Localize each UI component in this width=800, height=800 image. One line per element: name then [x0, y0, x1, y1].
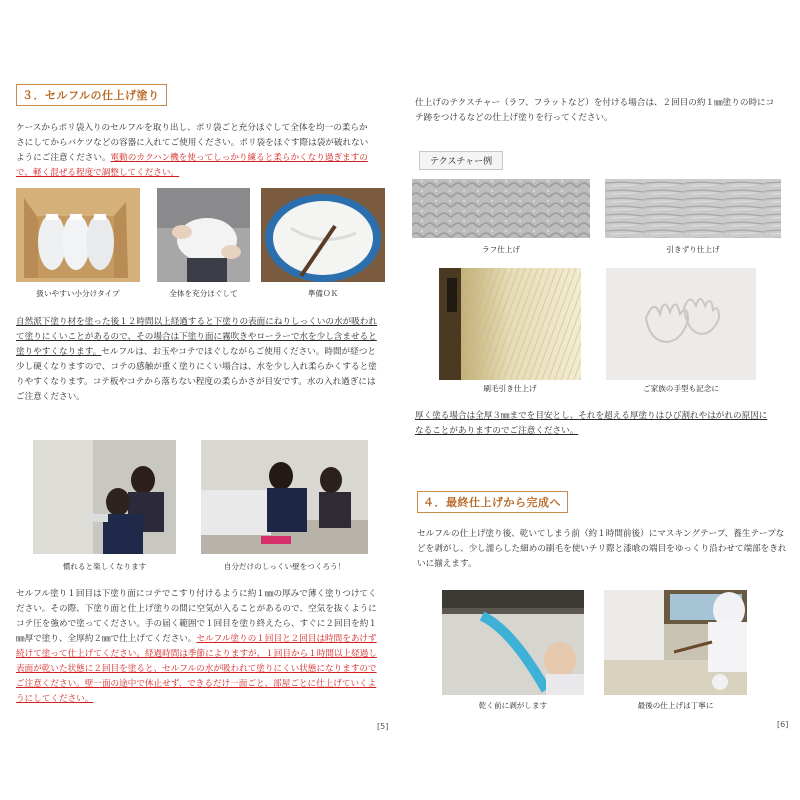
- caption-ready: 準備ＯＫ: [307, 289, 339, 298]
- paragraph-preparation: [16, 121, 376, 181]
- caption-brush: 刷毛引き仕上げ: [483, 384, 537, 393]
- photo-drag-finish: [605, 179, 781, 238]
- page-number: [6]: [777, 720, 789, 729]
- caption-handprint: ご家族の手型も記念に: [643, 384, 719, 393]
- underlined-text: 厚く塗る場合は全厚３㎜までを目安とし、それを超える厚塗りはひび割れやはがれの原因になることがありますのでご注意ください。: [415, 411, 768, 436]
- caption-drag: 引きずり仕上げ: [666, 245, 720, 254]
- paragraph-text: セルフル塗り１回目は下塗り面にコテでこすり付けるように約１㎜の厚みで薄く塗りつけてください。その際、下塗り面と仕上げ塗りの間に空気が入ることがあるので、空気を抜くようにコテ圧を強めで塗ってください。手の届く範囲で１回目を塗り終えたら、すぐに２回目を約１㎜厚で塗り、全厚約２㎜で仕上げてください。: [16, 589, 377, 644]
- photo-bucket: [261, 188, 385, 282]
- section-heading-3: ３．セルフルの仕上げ塗り: [16, 84, 167, 106]
- photo-plastering-kids: [33, 440, 176, 554]
- photo-kneading-bag: [157, 188, 250, 282]
- paragraph-text: セルフルは、お玉やコテでほぐしながらご使用ください。時間が経つと少し硬くなりますので、コテの感触が重く塗りにくい場合は、水を少し入れ柔らかくすると塗りやすくなります。コテ板やコテから落ちない程度の柔らかさが目安です。水の入れ過ぎにはご注意ください。: [16, 347, 377, 402]
- section-heading-4: ４．最終仕上げから完成へ: [417, 491, 568, 513]
- paragraph-thick-coat-note: [415, 409, 775, 439]
- photo-boxed-bags: [16, 188, 140, 282]
- paragraph-final-finish: セルフルの仕上げ塗り後、乾いてしまう前（約１時間前後）にマスキングテープ、養生テープなどを剥がし、少し濡らした細めの刷毛を使いチリ際と漆喰の端目をゆっくり沿わせて端部をきれいに揃えます。: [417, 529, 787, 569]
- photo-final-brushing: [604, 590, 747, 695]
- texture-examples-label: テクスチャー例: [419, 151, 503, 170]
- caption-remove-before-dry: 乾く前に剥がします: [478, 701, 548, 710]
- paragraph-first-coat: [16, 587, 384, 707]
- caption-own-wall: 自分だけのしっくい壁をつくろう！: [223, 562, 346, 571]
- warning-text: セルフル塗りの１回目と２回目は時間をあけず続けて塗って仕上げてください。経過時間は季節によりますが、１回目から１時間以上経過し表面が乾いた状態に２回目を塗ると、セルフルの水が吸われて塗りにくい状態になりますのでご注意ください。壁一面の途中で休止せず、できるだけ一面ごと、部屋ごとに仕上げていくようにしてください。: [16, 634, 377, 704]
- photo-removing-tape: [442, 590, 584, 695]
- photo-rough-finish: [412, 179, 590, 238]
- caption-final-careful: 最後の仕上げは丁寧に: [637, 701, 714, 710]
- paragraph-text: ケースからポリ袋入りのセルフルを取り出し、ポリ袋ごと充分ほぐして全体を均一の柔らかさにしてからバケツなどの容器に入れてご使用ください。ポリ袋をほぐす際は袋が破れないようにご注意ください。: [16, 123, 369, 163]
- caption-rough: ラフ仕上げ: [482, 245, 520, 254]
- warning-text: 電動のカクハン機を使ってしっかり練ると柔らかくなり過ぎますので、軽く混ぜる程度で調整してください。: [16, 153, 368, 178]
- photo-handprint: [606, 268, 756, 380]
- caption-loosen: 全体を充分ほぐして: [169, 289, 238, 298]
- underlined-text: 自然派下塗り材を塗った後１２時間以上経過すると下塗りの表面にねりしっくいの水が吸われて塗りにくいことがあるので、その場合は下塗り面に霧吹きやローラーで水を少し含ませると塗りやすくなります。: [16, 317, 377, 357]
- caption-subdivided: 扱いやすい小分けタイプ: [36, 289, 120, 298]
- photo-child-plastering: [201, 440, 368, 554]
- paragraph-texture-intro: 仕上げのテクスチャー（ラフ、フラットなど）を付ける場合は、２回目の約１㎜塗りの時にコテ跡をつけるなどの仕上げ塗りを行ってください。: [415, 98, 775, 123]
- page-number: [5]: [377, 722, 389, 731]
- caption-fun: 慣れると楽しくなります: [62, 562, 147, 571]
- photo-brush-finish: [439, 268, 581, 380]
- paragraph-undercoat-note: [16, 315, 381, 405]
- right-page: [400, 0, 800, 800]
